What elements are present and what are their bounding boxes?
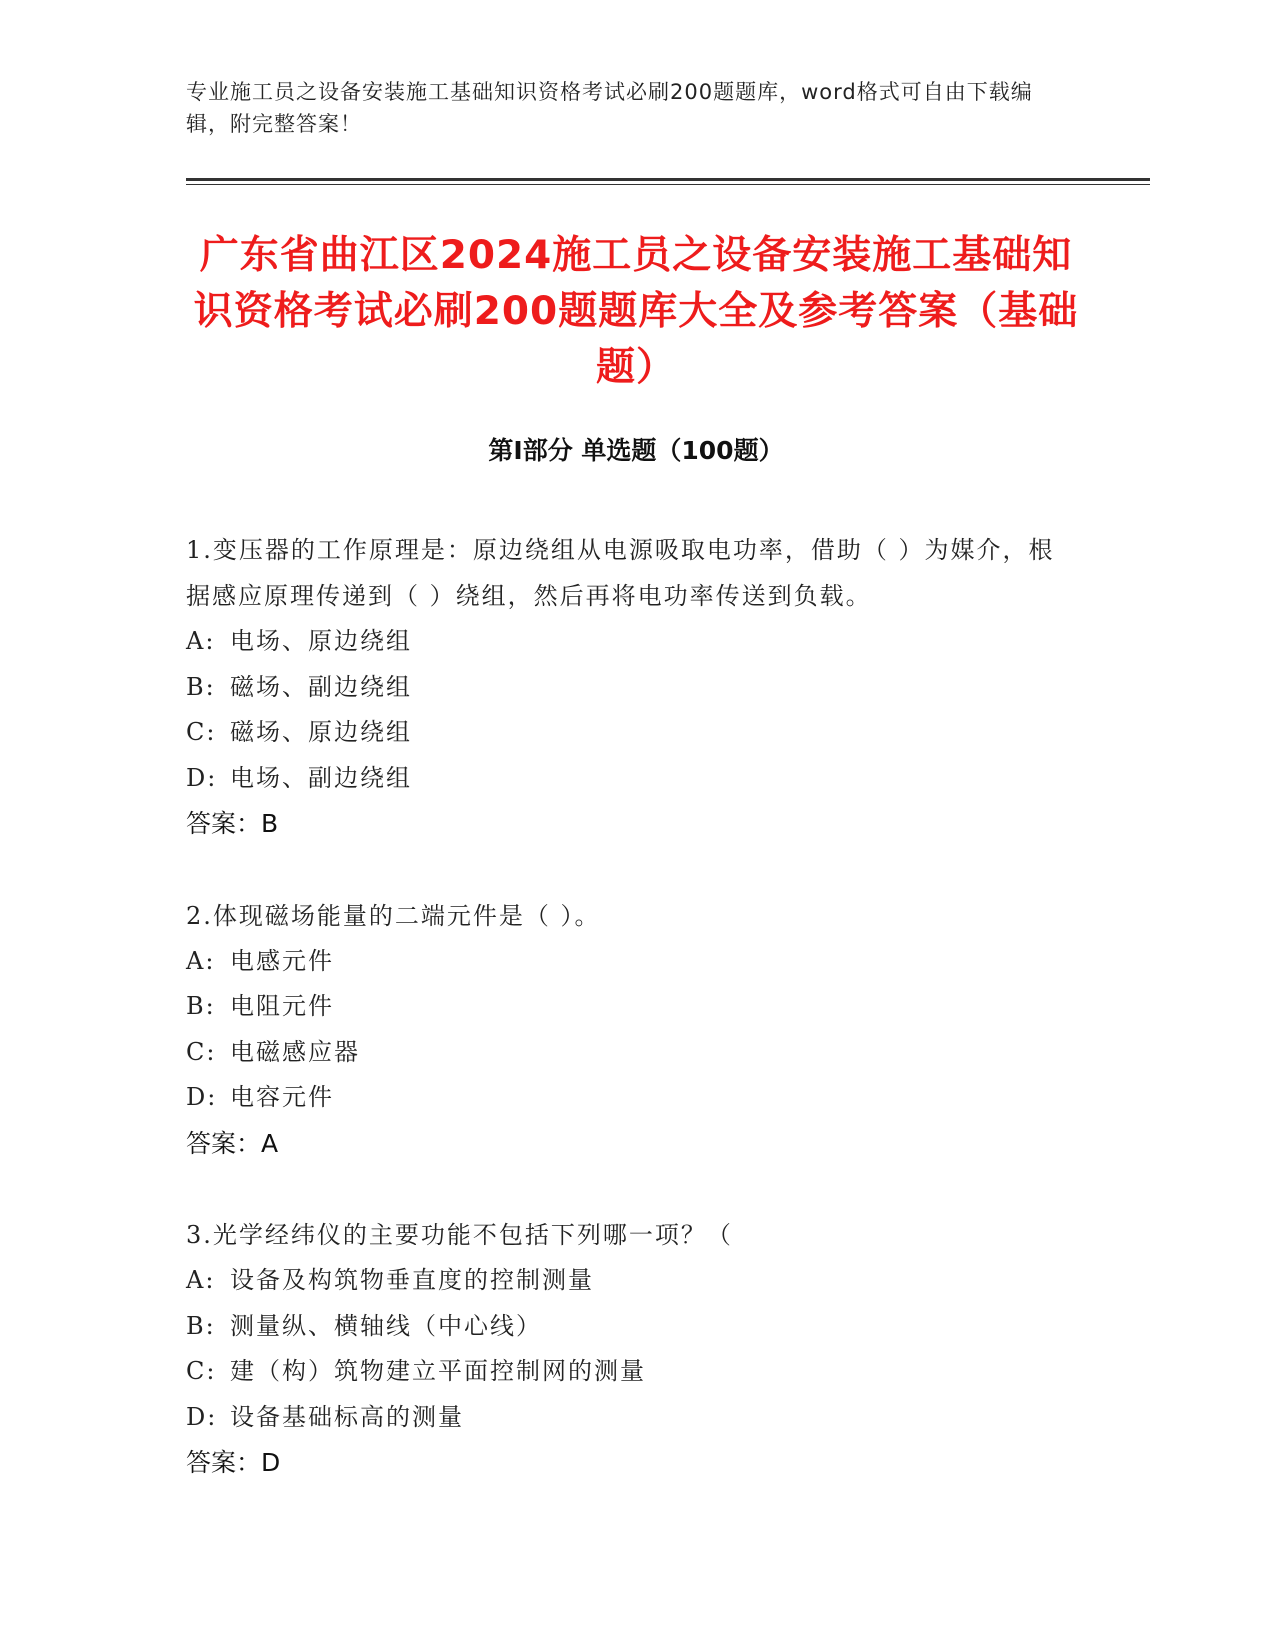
option-key: D: — [186, 1402, 218, 1431]
option-d — [186, 1395, 1076, 1441]
option-key: C: — [186, 1357, 217, 1385]
option-text: 电容元件 — [230, 1083, 334, 1111]
option-key: B: — [186, 1311, 216, 1340]
option-c — [186, 710, 1076, 756]
option-text: 电阻元件 — [230, 992, 334, 1020]
option-a — [186, 619, 1076, 665]
option-text: 电磁感应器 — [230, 1037, 360, 1066]
answer-line: 答案：D — [186, 1448, 281, 1477]
question-list — [186, 527, 1076, 1532]
option-key: A: — [186, 627, 216, 655]
option-text: 建（构）筑物建立平面控制网的测量 — [230, 1357, 646, 1385]
option-b — [186, 984, 1076, 1030]
option-c — [186, 1030, 1076, 1076]
option-text: 电场、原边绕组 — [230, 627, 412, 655]
option-key: D: — [186, 1083, 218, 1111]
option-key: C: — [186, 718, 217, 746]
option-text: 设备及构筑物垂直度的控制测量 — [230, 1266, 594, 1294]
header-note: 专业施工员之设备安装施工基础知识资格考试必刷200题题库，word格式可自由下载编辑，附完整答案！ — [186, 80, 1033, 136]
question-3 — [186, 1212, 1076, 1486]
option-text: 测量纵、横轴线（中心线） — [230, 1311, 542, 1340]
option-text: 电感元件 — [230, 946, 334, 975]
option-c — [186, 1349, 1076, 1395]
option-key: A: — [186, 946, 216, 975]
section-heading: 第I部分 单选题（100题） — [488, 436, 784, 465]
question-1 — [186, 527, 1076, 847]
option-text: 设备基础标高的测量 — [230, 1402, 464, 1431]
document-title: 广东省曲江区2024施工员之设备安装施工基础知识资格考试必刷200题题库大全及参考答案（基础题） — [193, 233, 1079, 390]
option-key: C: — [186, 1037, 217, 1066]
option-a — [186, 939, 1076, 985]
option-d — [186, 1075, 1076, 1121]
option-key: D: — [186, 763, 218, 792]
option-key: B: — [186, 672, 216, 701]
option-b — [186, 665, 1076, 711]
question-stem: 2.体现磁场能量的二端元件是（ ）。 — [186, 901, 601, 930]
option-a — [186, 1258, 1076, 1304]
header-rule-thin — [186, 184, 1150, 185]
option-text: 电场、副边绕组 — [230, 763, 412, 792]
question-stem: 1.变压器的工作原理是：原边绕组从电源吸取电功率，借助（ ）为媒介，根据感应原理传递到（ ）绕组，然后再将电功率传送到负载。 — [186, 536, 1055, 610]
question-2 — [186, 893, 1076, 1167]
option-b — [186, 1304, 1076, 1350]
option-text: 磁场、原边绕组 — [230, 718, 412, 746]
option-key: A: — [186, 1266, 216, 1294]
option-key: B: — [186, 992, 216, 1020]
header-rule-thick — [186, 178, 1150, 181]
answer-line: 答案：A — [186, 1128, 279, 1158]
question-stem: 3.光学经纬仪的主要功能不包括下列哪一项？（ — [186, 1221, 733, 1249]
option-d — [186, 756, 1076, 802]
answer-line: 答案：B — [186, 809, 279, 838]
option-text: 磁场、副边绕组 — [230, 672, 412, 701]
